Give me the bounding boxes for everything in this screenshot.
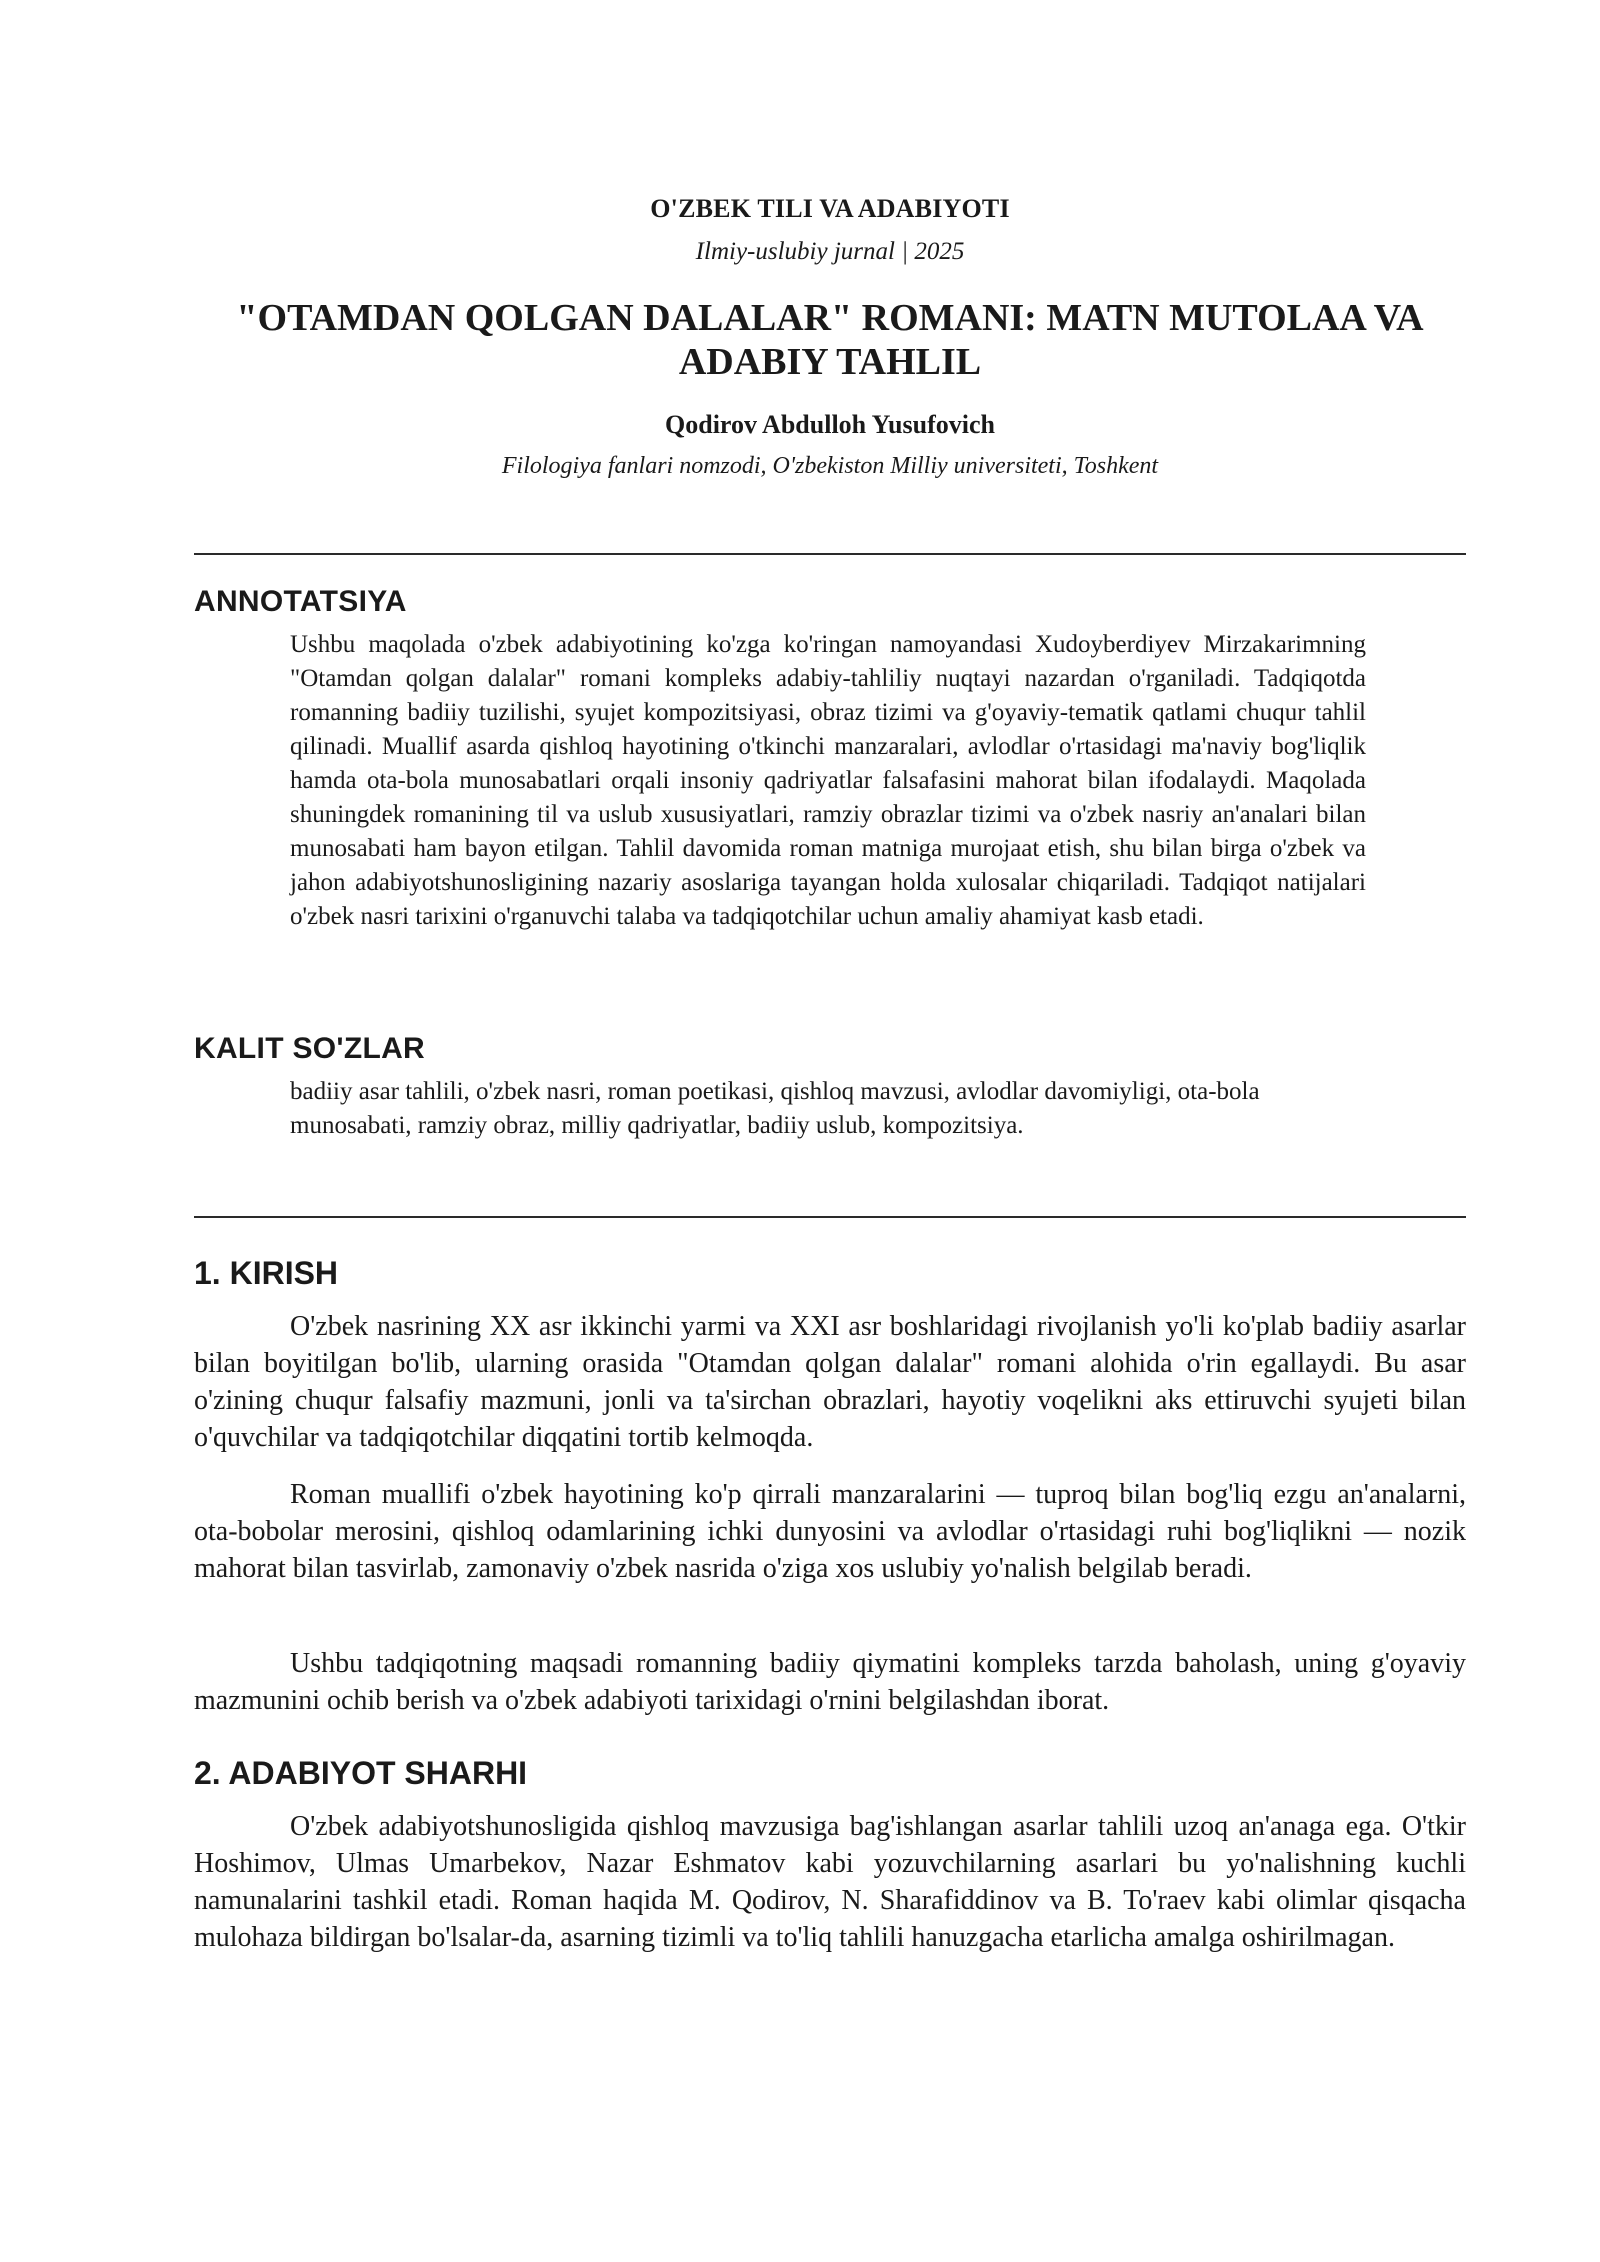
body-paragraph: O'zbek nasrining XX asr ikkinchi yarmi va XXI asr boshlaridagi rivojlanish yo'li ko'plab badiiy asarlar bilan boyitilgan bo'lib, ularning orasida "Otamdan qolgan dalalar" romani alohida o'rin egallaydi. Bu asar o'zining chuqur falsafiy mazmuni, jonli va ta'sirchan obrazlari, hayotiy voqelikni aks ettiruvchi syujeti bilan o'quvchilar va tadqiqotchilar diqqatini tortib kelmoqda.: [194, 1311, 1466, 1453]
journal-subtitle: Ilmiy-uslubiy jurnal | 2025: [695, 238, 965, 265]
section-heading-literature-review: 2. ADABIYOT SHARHI: [194, 1755, 528, 1791]
section-heading-introduction: 1. KIRISH: [194, 1255, 339, 1291]
abstract-heading: ANNOTATSIYA: [194, 585, 407, 618]
keywords-text: badiiy asar tahlili, o'zbek nasri, roman poetikasi, qishloq mavzusi, avlodlar davomiyligi, ota-bola munosabati, ramziy obraz, milliy qadriyatlar, badiiy uslub, kompozitsiya.: [290, 1078, 1260, 1139]
body-paragraph: O'zbek adabiyotshunosligida qishloq mavzusiga bag'ishlangan asarlar tahlili uzoq an'anaga ega. O'tkir Hoshimov, Ulmas Umarbekov, Nazar Eshmatov kabi yozuvchilarning asarlari bu yo'nalishning kuchli namunalarini tashkil etadi. Roman haqida M. Qodirov, N. Sharafiddinov va B. To'raev kabi olimlar qisqacha mulohaza bildirgan bo'lsalar-da, asarning tizimli va to'liq tahlili hanuzgacha etarlicha amalga oshirilmagan.: [194, 1811, 1466, 1953]
body-paragraph: Roman muallifi o'zbek hayotining ko'p qirrali manzaralarini — tuproq bilan bog'liq ezgu an'analarni, ota-bobolar merosini, qishloq odamlarining ichki dunyosini va avlodlar o'rtasidagi ruhi bog'liqlikni — nozik mahorat bilan tasvirlab, zamonaviy o'zbek nasrida o'ziga xos uslubiy yo'nalish belgilab beradi.: [194, 1479, 1466, 1584]
body-paragraph: Ushbu tadqiqotning maqsadi romanning badiiy qiymatini kompleks tarzda baholash, uning g'oyaviy mazmunini ochib berish va o'zbek adabiyoti tarixidagi o'rnini belgilashdan iborat.: [194, 1648, 1466, 1716]
keywords-heading: KALIT SO'ZLAR: [194, 1032, 426, 1065]
author-affiliation: Filologiya fanlari nomzodi, O'zbekiston Milliy universiteti, Toshkent: [501, 453, 1159, 479]
abstract-text: Ushbu maqolada o'zbek adabiyotining ko'zga ko'ringan namoyandasi Xudoyberdiyev Mirzakarimning "Otamdan qolgan dalalar" romani kompleks adabiy-tahliliy nuqtayi nazardan o'rganiladi. Tadqiqotda romanning badiiy tuzilishi, syujet kompozitsiyasi, obraz tizimi va g'oyaviy-tematik qatlami chuqur tahlil qilinadi. Muallif asarda qishloq hayotining o'tkinchi manzaralari, avlodlar o'rtasidagi ma'naviy bog'liqlik hamda ota-bola munosabatlari orqali insoniy qadriyatlar falsafasini mahorat bilan ifodalaydi. Maqolada shuningdek romanining til va uslub xususiyatlari, ramziy obrazlar tizimi va o'zbek nasriy an'analari bilan munosabati ham bayon etilgan. Tahlil davomida roman matniga murojaat etish, shu bilan birga o'zbek va jahon adabiyotshunosligining nazariy asoslariga tayangan holda xulosalar chiqariladi. Tadqiqot natijalari o'zbek nasri tarixini o'rganuvchi talaba va tadqiqotchilar uchun amaliy ahamiyat kasb etadi.: [290, 631, 1366, 930]
header-divider: [194, 553, 1466, 555]
author-name: Qodirov Abdulloh Yusufovich: [665, 410, 995, 439]
article-title: "OTAMDAN QOLGAN DALALAR" ROMANI: MATN MUTOLAA VA ADABIY TAHLIL: [236, 297, 1424, 383]
journal-name: O'ZBEK TILI VA ADABIYOTI: [650, 194, 1010, 223]
abstract-divider: [194, 1216, 1466, 1218]
